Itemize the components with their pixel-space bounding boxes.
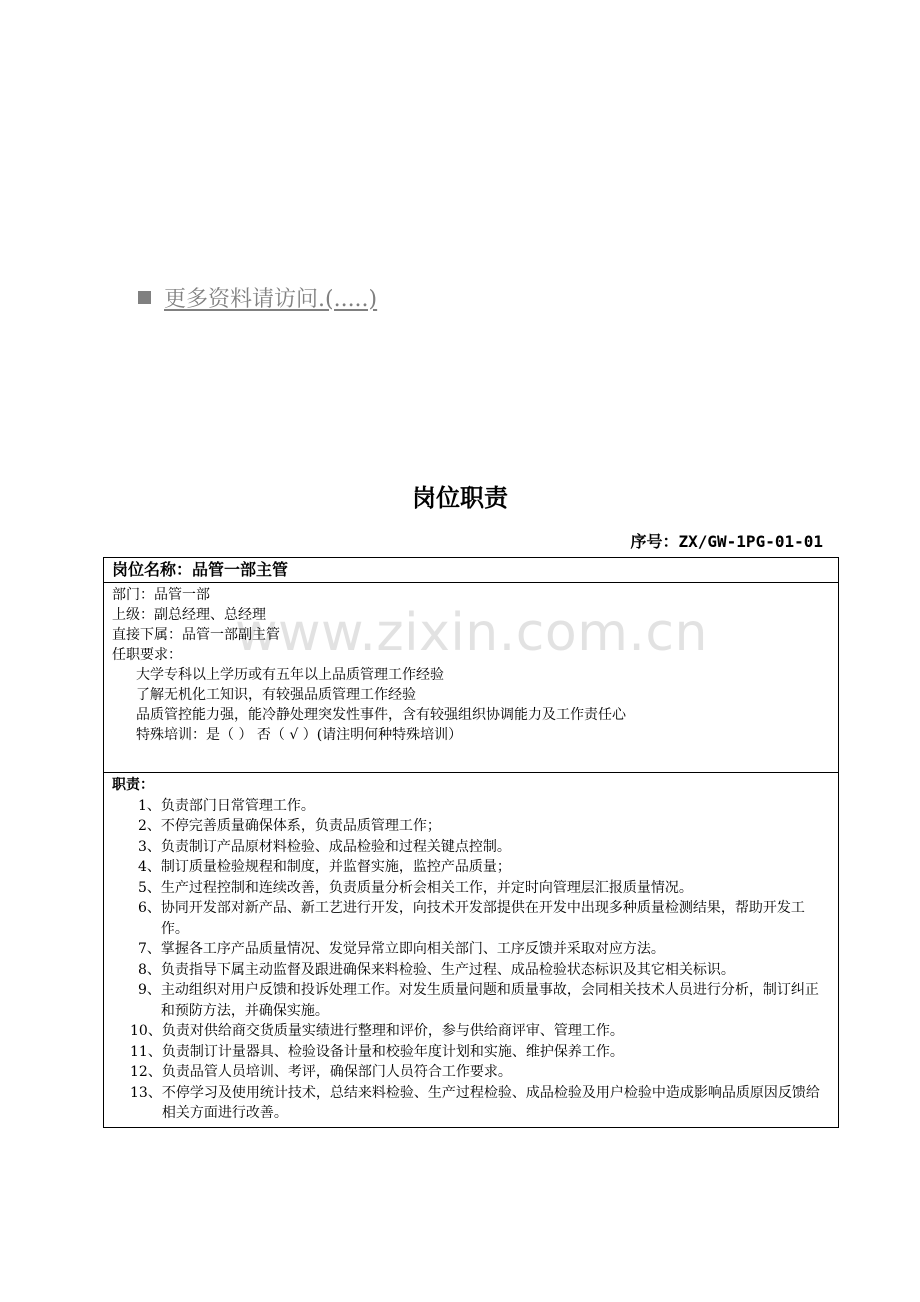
requirements-label: 任职要求： xyxy=(112,647,182,663)
department-line: 部门：品管一部 xyxy=(112,587,210,603)
document-title: 岗位职责 xyxy=(412,484,508,512)
duty-item xyxy=(112,837,830,858)
duty-text: 负责制订产品原材料检验、成品检验和过程关键点控制。 xyxy=(160,838,511,855)
duty-number: 10、 xyxy=(130,1023,162,1039)
duty-item xyxy=(112,816,830,837)
more-info-row xyxy=(138,282,377,312)
duty-number: 1、 xyxy=(138,797,161,814)
duty-number: 11、 xyxy=(130,1043,162,1060)
duty-text: 制订质量检验规程和制度，并监督实施，监控产品质量； xyxy=(160,859,511,875)
duty-number: 4、 xyxy=(138,859,161,875)
duties-section xyxy=(104,773,838,1127)
duty-text: 生产过程控制和连续改善，负责质量分析会相关工作，并定时向管理层汇报质量情况。 xyxy=(160,879,693,896)
duty-item xyxy=(112,878,830,899)
duty-item xyxy=(112,1083,830,1124)
duty-number: 7、 xyxy=(138,941,161,957)
duty-item xyxy=(112,939,830,960)
requirement-item: 大学专科以上学历或有五年以上品质管理工作经验 xyxy=(136,667,444,683)
job-description-table xyxy=(103,557,839,1128)
position-info-section xyxy=(104,583,838,773)
duty-number: 9、 xyxy=(138,982,161,998)
duty-number: 6、 xyxy=(138,900,161,916)
square-bullet-icon xyxy=(138,291,151,304)
requirement-item: 了解无机化工知识，有较强品质管理工作经验 xyxy=(136,687,416,703)
duty-text: 负责部门日常管理工作。 xyxy=(160,797,315,814)
requirement-item: 品质管控能力强，能冷静处理突发性事件，含有较强组织协调能力及工作责任心 xyxy=(136,707,626,723)
duty-text: 不停完善质量确保体系，负责品质管理工作； xyxy=(160,818,441,834)
subordinate-line: 直接下属：品管一部副主管 xyxy=(112,627,280,643)
duty-number: 5、 xyxy=(138,879,161,896)
serial-number xyxy=(630,529,823,552)
duty-text: 主动组织对用户反馈和投诉处理工作。对发生质量问题和质量事故，会同相关技术人员进行分析，制订纠正和预防方法，并确保实施。 xyxy=(160,982,819,1019)
duty-text: 负责制订计量器具、检验设备计量和校验年度计划和实施、维护保养工作。 xyxy=(161,1043,624,1060)
duty-item xyxy=(112,980,830,1021)
more-info-link[interactable]: 更多资料请访问.(.....) xyxy=(164,286,378,312)
duty-number: 8、 xyxy=(138,961,161,978)
duty-text: 负责品管人员培训、考评，确保部门人员符合工作要求。 xyxy=(161,1064,512,1080)
position-name: 岗位名称：品管一部主管 xyxy=(104,558,838,583)
duty-number: 13、 xyxy=(130,1084,162,1101)
serial-value: ZX/GW-1PG-01-01 xyxy=(678,532,823,551)
duty-text: 负责指导下属主动监督及跟进确保来料检验、生产过程、成品检验状态标识及其它相关标识。 xyxy=(160,961,735,978)
duty-text: 不停学习及使用统计技术，总结来料检验、生产过程检验、成品检验及用户检验中造成影响品质原因反馈给相关方面进行改善。 xyxy=(161,1084,820,1121)
duty-item xyxy=(112,796,830,817)
duty-number: 2、 xyxy=(138,818,161,834)
special-training-line: 特殊培训：是（ ） 否（ √ ）(请注明何种特殊培训） xyxy=(136,727,463,743)
duties-label: 职责： xyxy=(112,777,154,793)
duty-text: 协同开发部对新产品、新工艺进行开发，向技术开发部提供在开发中出现多种质量检测结果，帮助开发工作。 xyxy=(160,900,805,937)
duty-number: 12、 xyxy=(130,1064,162,1080)
duty-text: 负责对供给商交货质量实绩进行整理和评价，参与供给商评审、管理工作。 xyxy=(161,1023,624,1039)
watermark: www.zixin.com.cn xyxy=(235,603,708,663)
superior-line: 上级：副总经理、总经理 xyxy=(112,607,266,623)
duty-item xyxy=(112,1062,830,1083)
duty-text: 掌握各工序产品质量情况、发觉异常立即向相关部门、工序反馈并采取对应方法。 xyxy=(160,941,665,957)
serial-label: 序号： xyxy=(630,532,679,551)
duty-item xyxy=(112,898,830,939)
duty-item xyxy=(112,1042,830,1063)
duty-item xyxy=(112,960,830,981)
duty-item xyxy=(112,1021,830,1042)
duty-item xyxy=(112,857,830,878)
duty-number: 3、 xyxy=(138,838,161,855)
